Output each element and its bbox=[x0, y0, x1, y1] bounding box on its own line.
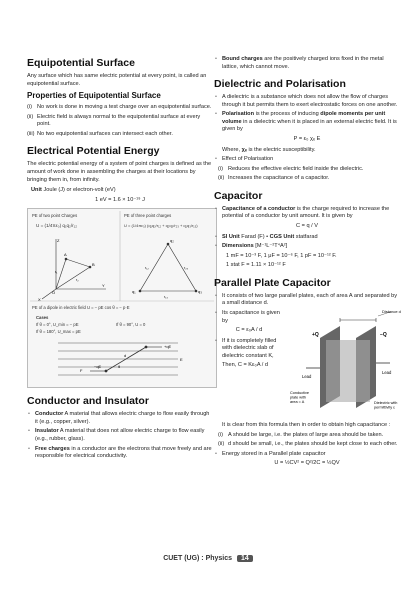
ev-conversion: 1 eV = 1.6 × 10⁻¹⁹ J bbox=[95, 196, 145, 203]
conductor-insulator-title: Conductor and Insulator bbox=[27, 395, 149, 408]
conductor-item: • Conductor A material that allows electric charge to flow easily through it (e.g., copper, silver). bbox=[27, 411, 213, 426]
two-charges-equation: U = (1/4πε₀) q₁q₂/r₁₂ bbox=[36, 223, 77, 229]
conversion-line: 1 mF = 10⁻³ F, 1 μF = 10⁻⁶ F, 1 pF = 10⁻¹² F. bbox=[226, 252, 337, 259]
label-E: E bbox=[180, 357, 183, 363]
property-item: (iii) No two equipotential surfaces can intersect each other. bbox=[27, 130, 173, 137]
parallel-item: • If it is completely filled with dielectric slab of dielectric constant K, bbox=[214, 338, 284, 361]
equipotential-title: Equipotential Surface bbox=[27, 57, 135, 69]
units-item: • SI Unit Farad (F) • CGS Unit statfarad bbox=[214, 234, 400, 242]
capacitance-equation: C = q / V bbox=[296, 223, 318, 229]
parallel-plate-figure bbox=[286, 308, 404, 418]
parallel-figure-block bbox=[214, 310, 400, 422]
requirement-item: (i) A should be large, i.e. the plates of large area should be taken. bbox=[218, 431, 384, 438]
label-A: A bbox=[64, 252, 67, 258]
high-capacitance-line: It is clear from this formula then in order to obtain high capacitance : bbox=[222, 422, 391, 428]
label-q1: q₁ bbox=[132, 289, 136, 295]
label-q2: q₂ bbox=[170, 238, 174, 244]
capacitance-formula: C = ε₀A / d bbox=[235, 327, 263, 334]
right-column bbox=[214, 56, 400, 471]
label-theta: θ bbox=[118, 364, 121, 370]
lead-label: Lead bbox=[382, 370, 392, 375]
parallel-item: • Its capacitance is given by bbox=[214, 310, 284, 325]
unit-line: Unit Joule (J) or electron-volt (eV) bbox=[31, 187, 116, 194]
minus-q-label: −Q bbox=[380, 332, 387, 338]
lead-label: Lead bbox=[302, 374, 312, 379]
left-column bbox=[27, 56, 213, 463]
label-Z: Z bbox=[57, 238, 60, 244]
label-F: F bbox=[80, 368, 83, 374]
conversion-line: 1 stat F = 1.11 × 10⁻¹² F bbox=[226, 262, 286, 269]
potential-energy-title: Electrical Potential Energy bbox=[27, 145, 160, 158]
conductive-plate-label: Conductive plate with area = A bbox=[290, 391, 309, 404]
footer-title: CUET (UG) : Physics bbox=[163, 555, 233, 562]
equipotential-properties-title: Properties of Equipotential Surface bbox=[27, 91, 161, 101]
potential-energy-definition: The electric potential energy of a system of point charges is defined as the amount of work done in assembling the charges at their locations by bringing them in, from infinity. bbox=[27, 161, 212, 183]
potential-energy-diagram bbox=[27, 208, 217, 388]
effect-item: (i) Reduces the effective electric field inside the dielectric. bbox=[218, 165, 364, 172]
property-item: (i) No work is done in moving a test charge over an equipotential surface. bbox=[27, 104, 212, 111]
dimensions-item: • Dimensions [M⁻¹L⁻²T⁴A²] bbox=[214, 243, 400, 251]
case-item: If θ = 90°, U = 0 bbox=[116, 322, 146, 328]
parallel-plate-title: Parallel Plate Capacitor bbox=[214, 276, 331, 289]
label-Y: Y bbox=[102, 283, 105, 289]
property-item: (ii) Electric field is always normal to the equipotential surface at every point. bbox=[27, 113, 201, 128]
effect-item: (ii) Increases the capacitance of a capacitor. bbox=[218, 175, 330, 182]
dielectric-label: Dielectric with permittivity ε bbox=[374, 401, 398, 410]
parallel-item: • It consists of two large parallel plates, each of area A and separated by a small distance d. bbox=[214, 293, 400, 308]
label-r1: r₁ bbox=[55, 270, 58, 275]
capacitance-item: • Capacitance of a conductor is the charge required to increase the potential of a conductor by unit amount. It is given by bbox=[214, 206, 400, 221]
label-r12: r₁₂ bbox=[145, 266, 149, 271]
diagram-drawings bbox=[28, 209, 216, 387]
bound-charges-item: • Bound charges are the positively charged ions fixed in the metal lattice, which cannot move. bbox=[214, 56, 400, 71]
label-r2: r₂ bbox=[76, 278, 79, 283]
energy-equation: U = ½CV² = Q²/2C = ½QV bbox=[274, 460, 340, 467]
label-r23: r₂₃ bbox=[184, 266, 189, 271]
label-X: X bbox=[38, 297, 41, 303]
case-item: If θ = 180°, U_max = pE bbox=[36, 329, 81, 335]
two-charges-title: PE of two point Charges bbox=[32, 213, 78, 219]
conductor-item: • Free charges in a conductor are the electrons that move freely and are responsible for electrical conductivity. bbox=[27, 446, 213, 461]
energy-stored-item: • Energy stored in a Parallel plate capacitor bbox=[214, 451, 400, 459]
dielectric-title: Dielectric and Polarisation bbox=[214, 78, 346, 91]
requirement-item: (ii) d should be small, i.e., the plates should be kept close to each other. bbox=[218, 441, 398, 448]
plus-q-label: +Q bbox=[312, 332, 319, 338]
label-O: O bbox=[52, 290, 56, 296]
page-number: 14 bbox=[237, 555, 253, 562]
label-d: d bbox=[124, 353, 127, 359]
polarisation-item: • Polarisation is the process of inducing dipole moments per unit volume in a dielectric when it is placed in an external electric field. It is given by bbox=[214, 111, 400, 134]
effect-title: • Effect of Polarisation bbox=[214, 156, 400, 164]
polarisation-equation: P = ε₀ χₑ E bbox=[293, 136, 321, 142]
cases-title: Cases bbox=[36, 315, 49, 321]
three-charges-equation: U = (1/4πε₀) (q₁q₂/r₁₂ + q₂q₃/r₂₃ + q₁q₃/r₁₃) bbox=[124, 223, 198, 229]
dielectric-item: • A dielectric is a substance which does not allow the flow of charges through it but permits them to exert electrostatic forces on one another. bbox=[214, 94, 400, 109]
label-q3: q₃ bbox=[198, 289, 202, 295]
dipole-title: PE of a dipole in electric field U = − pE cos θ = − p·E bbox=[32, 305, 130, 311]
label-r13: r₁₃ bbox=[164, 295, 168, 300]
dielectric-formula: Then, C = Kε₀A / d bbox=[222, 362, 269, 369]
page-footer bbox=[0, 555, 416, 562]
distance-label: Distance d bbox=[382, 309, 401, 314]
label-minus-qE: −qE bbox=[94, 364, 102, 370]
equipotential-definition: Any surface which has same electric potential at every point, is called an equipotential surface. bbox=[27, 73, 207, 87]
three-charges-title: PE of three point charges bbox=[124, 213, 172, 219]
label-plus-qE: +qE bbox=[164, 344, 172, 350]
conductor-item: • Insulator A material that does not allow electric charge to flow easily (e.g., rubber, glass). bbox=[27, 428, 213, 443]
capacitor-title: Capacitor bbox=[214, 189, 263, 202]
case-item: If θ = 0°, U_min = − pE bbox=[36, 322, 79, 328]
label-B: B bbox=[92, 262, 95, 268]
susceptibility-line: Where, χₑ is the electric susceptibility. bbox=[222, 146, 316, 153]
